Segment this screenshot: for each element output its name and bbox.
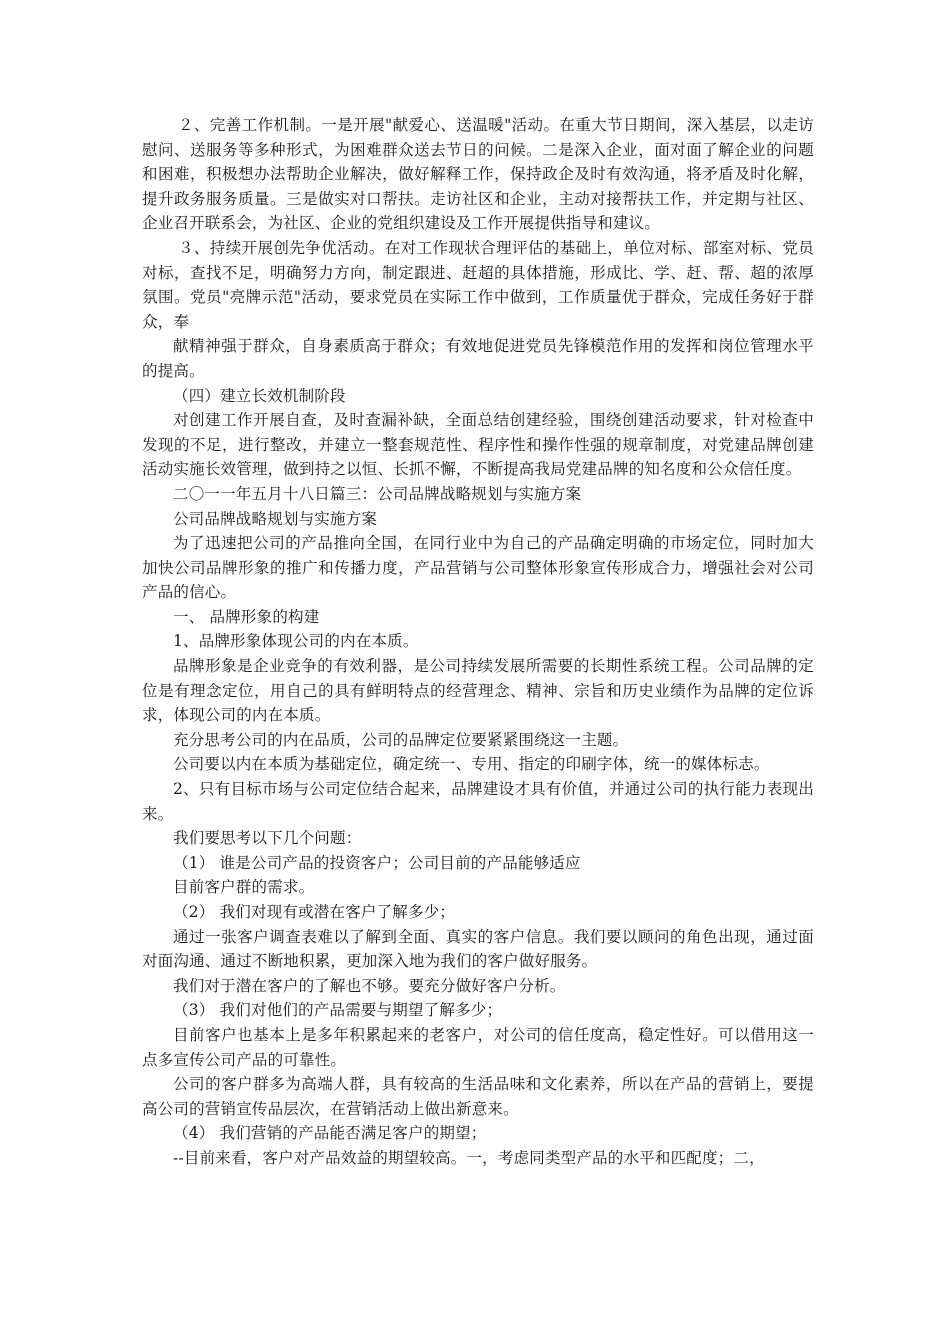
paragraph-self-check: 对创建工作开展自查，及时查漏补缺，全面总结创建经验，围绕创建活动要求，针对检查中发现的不足，进行整改，并建立一整套规范性、程序性和操作性强的规章制度，对党建品牌创建活动实施长效管理，做到持之以恒、长抓不懈，不断提高我局党建品牌的知名度和公众信任度。 [142,411,814,479]
paragraph-continuation: 献精神强于群众，自身素质高于群众；有效地促进党员先锋模范作用的发挥和岗位管理水平的提高。 [142,337,814,380]
paragraph-mechanism: ２、完善工作机制。一是开展"献爱心、送温暖"活动。在重大节日期间，深入基层，以走访慰问、送服务等多种形式，为困难群众送去节日的问候。二是深入企业，面对面了解企业的问题和困难，积极想办法帮助企业解决，做好解释工作，保持政企及时有效沟通，将矛盾及时化解，提升政务服务质量。三是做实对口帮扶。走访社区和企业，主动对接帮扶工作，并定期与社区、企业召开联系会，为社区、企业的党组织建设及工作开展提供指导和建议。 [142,116,814,233]
question-4: （4） 我们营销的产品能否满足客户的期望； [173,1124,487,1143]
paragraph-quality: 充分思考公司的内在品质，公司的品牌定位要紧紧围绕这一主题。 [173,730,629,749]
paragraph-excellence-activity: ３、持续开展创先争优活动。在对工作现状合理评估的基础上，单位对标、部室对标、党员对标，查找不足，明确努力方向，制定跟进、赶超的具体措施，形成比、学、赶、帮、超的浓厚氛围。党员"亮牌示范"活动，要求党员在实际工作中做到，工作质量优于群众，完成任务好于群众，奉 [142,238,814,331]
question-2: （2） 我们对现有或潜在客户了解多少； [173,903,456,921]
paragraph-potential-clients: 我们对于潜在客户的了解也不够。要充分做好客户分析。 [173,976,566,995]
paragraph-high-end: 公司的客户群多为高端人群，具有较高的生活品味和文化素养，所以在产品的营销上，要提高公司的营销宣传品层次，在营销活动上做出新意来。 [142,1075,814,1118]
paragraph-expectations: --目前来看，客户对产品效益的期望较高。一，考虑同类型产品的水平和匹配度；二， [173,1148,765,1167]
subheading-1: 1、品牌形象体现公司的内在本质。 [173,632,419,651]
section-heading-brand-image: 一、 品牌形象的构建 [173,607,320,626]
paragraph-date-chapter: 二〇一一年五月十八日篇三：公司品牌战略规划与实施方案 [173,484,582,503]
question-1: （1） 谁是公司产品的投资客户；公司目前的产品能够适应 [173,853,581,872]
section-heading-long-term: （四）建立长效机制阶段 [173,386,346,405]
question-3: （3） 我们对他们的产品需要与期望了解多少； [173,1001,503,1020]
paragraph-survey: 通过一张客户调查表难以了解到全面、真实的客户信息。我们要以顾问的角色出现，通过面对面沟通、通过不断地积累，更加深入地为我们的客户做好服务。 [142,927,814,971]
paragraph-existing-clients: 目前客户也基本上是多年积累起来的老客户，对公司的信任度高，稳定性好。可以借用这一点多宣传公司产品的可靠性。 [142,1025,814,1069]
paragraph-brand-image: 品牌形象是企业竞争的有效利器，是公司持续发展所需要的长期性系统工程。公司品牌的定位是有理念定位，用自己的具有鲜明特点的经营理念、精神、宗旨和历史业绩作为品牌的定位诉求，体现公司的内在本质。 [142,657,814,725]
document-title: 公司品牌战略规划与实施方案 [173,509,378,528]
question-1-continuation: 目前客户群的需求。 [173,878,315,897]
paragraph-typeface: 公司要以内在本质为基础定位，确定统一、专用、指定的印刷字体，统一的媒体标志。 [173,755,770,774]
paragraph-intro: 为了迅速把公司的产品推向全国，在同行业中为自己的产品确定明确的市场定位，同时加大加快公司品牌形象的推广和传播力度，产品营销与公司整体形象宣传形成合力，增强社会对公司产品的信心。 [142,534,814,602]
subheading-2: 2、只有目标市场与公司定位结合起来，品牌建设才具有价值，并通过公司的执行能力表现出来。 [142,780,814,823]
document-body [142,113,814,1171]
paragraph-questions: 我们要思考以下几个问题： [173,829,362,848]
